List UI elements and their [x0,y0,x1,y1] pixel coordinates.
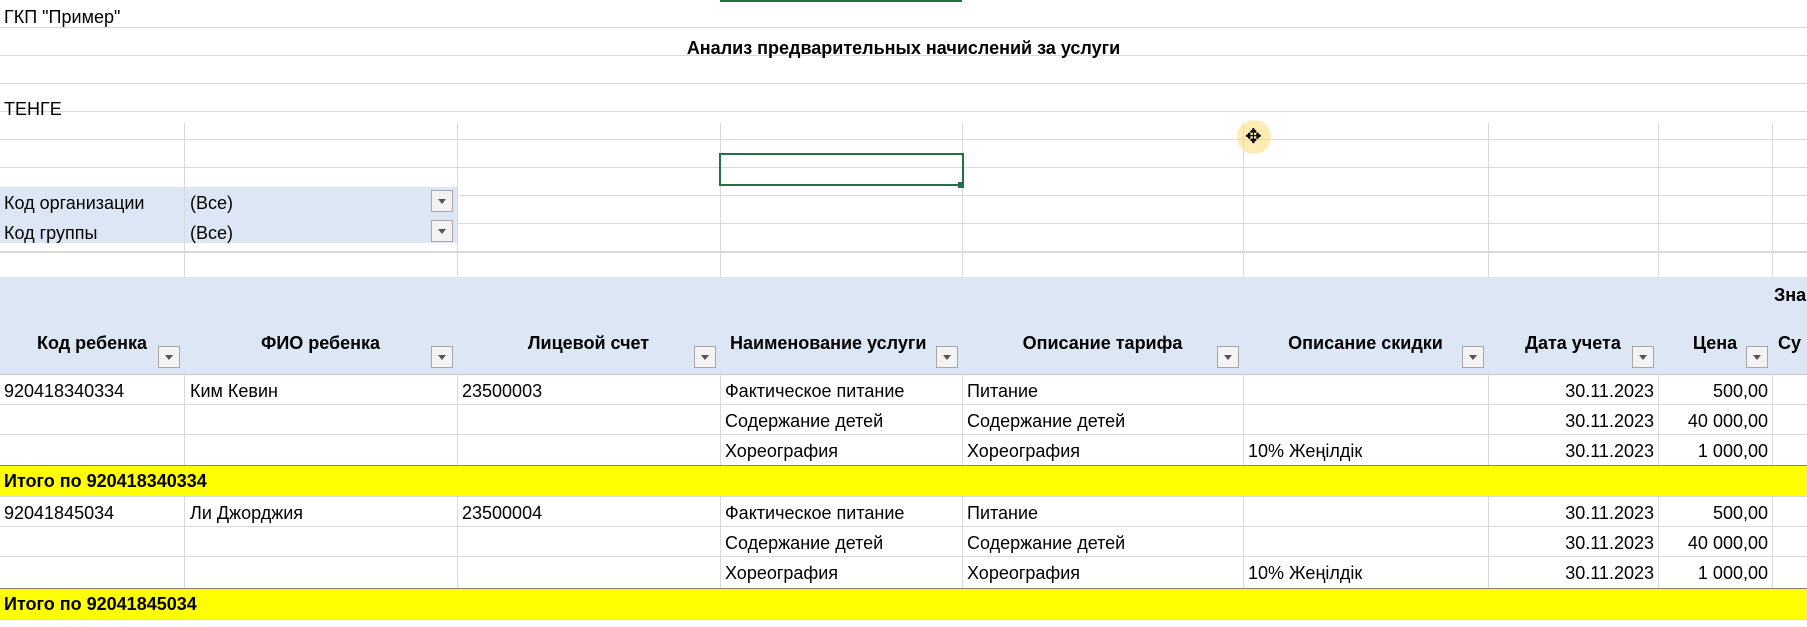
service-name: Содержание детей [725,411,884,431]
grid-line [1243,374,1244,465]
accounting-date: 30.11.2023 [1565,533,1654,553]
currency-label: ТЕНГЕ [4,99,62,119]
grid-line [962,496,963,588]
accounting-date: 30.11.2023 [1565,441,1654,461]
column-header-highlight [720,0,962,2]
column-header: Су [1778,333,1802,353]
account-number: 23500004 [462,503,543,523]
child-code: 920418340334 [4,381,125,401]
tariff-description: Содержание детей [967,411,1126,431]
column-filter-dropdown-icon[interactable] [936,346,958,368]
pivot-header-band [0,277,1807,374]
price: 500,00 [1712,503,1768,523]
tariff-description: Питание [967,381,1039,401]
service-name: Хореография [725,441,839,461]
filter-dropdown-icon[interactable] [431,220,453,242]
total-row-band [0,588,1807,619]
grid-line [457,123,458,277]
price: 1 000,00 [1697,563,1768,583]
column-header: Наименование услуги [730,333,927,353]
grid-line [1772,374,1773,465]
org-name: ГКП "Пример" [4,7,121,27]
grid-line [184,496,185,588]
group-total-label: Итого по 92041845034 [4,594,197,614]
filter-value: (Все) [190,193,234,213]
grid-line [184,374,185,465]
tariff-description: Содержание детей [967,533,1126,553]
column-filter-dropdown-icon[interactable] [1746,346,1768,368]
tariff-description: Питание [967,503,1039,523]
column-filter-dropdown-icon[interactable] [158,346,180,368]
service-name: Хореография [725,563,839,583]
child-code: 92041845034 [4,503,115,523]
grid-line [1772,123,1773,277]
sheet-row [0,84,1807,112]
column-filter-dropdown-icon[interactable] [694,346,716,368]
grid-line [962,374,963,465]
selected-cell[interactable] [719,153,964,186]
filter-dropdown-icon[interactable] [431,190,453,212]
accounting-date: 30.11.2023 [1565,563,1654,583]
group-total-label: Итого по 920418340334 [4,471,207,491]
filter-label: Код группы [4,223,98,243]
filter-label: Код организации [4,193,145,213]
child-name: Ким Кевин [190,381,278,401]
grid-line [720,374,721,465]
column-header: ФИО ребенка [260,333,381,353]
grid-line [457,496,458,588]
service-name: Содержание детей [725,533,884,553]
grid-line [457,374,458,465]
accounting-date: 30.11.2023 [1565,411,1654,431]
grid-line [1243,496,1244,588]
discount-description: 10% Жеңілдік [1248,441,1363,461]
price: 40 000,00 [1687,411,1768,431]
sheet-row [0,496,1807,497]
sheet-row [0,0,1807,28]
account-number: 23500003 [462,381,543,401]
tariff-description: Хореография [967,441,1081,461]
discount-description: 10% Жеңілдік [1248,563,1363,583]
column-header: Код ребенка [37,333,147,353]
grid-line [962,123,963,277]
column-header: Описание скидки [1288,333,1443,353]
fill-handle[interactable] [958,182,964,188]
grid-line [720,123,721,277]
tariff-description: Хореография [967,563,1081,583]
report-title: Анализ предварительных начислений за услуги [686,38,1121,58]
sheet-row [0,374,1807,375]
price: 1 000,00 [1697,441,1768,461]
filter-value: (Все) [190,223,234,243]
sheet-row [0,112,1807,140]
column-filter-dropdown-icon[interactable] [1462,346,1484,368]
move-cursor-icon [1237,120,1271,154]
grid-line [720,496,721,588]
price: 40 000,00 [1687,533,1768,553]
price: 500,00 [1712,381,1768,401]
service-name: Фактическое питание [725,381,905,401]
column-filter-dropdown-icon[interactable] [1217,346,1239,368]
accounting-date: 30.11.2023 [1565,381,1654,401]
sheet-row [0,252,1807,253]
sheet-row [0,588,1807,589]
column-header: Цена [1692,333,1738,353]
service-name: Фактическое питание [725,503,905,523]
sheet-row [0,619,1807,620]
column-header: Дата учета [1525,333,1621,353]
column-filter-dropdown-icon[interactable] [1632,346,1654,368]
grid-line [1488,123,1489,277]
accounting-date: 30.11.2023 [1565,503,1654,523]
grid-line [184,123,185,277]
column-filter-dropdown-icon[interactable] [431,346,453,368]
grid-line [1658,123,1659,277]
column-header: Описание тарифа [1022,333,1183,353]
values-header: Зна [1774,285,1807,305]
total-row-band [0,465,1807,496]
column-header: Лицевой счет [527,333,650,353]
child-name: Ли Джорджия [190,503,304,523]
grid-line [1772,496,1773,588]
